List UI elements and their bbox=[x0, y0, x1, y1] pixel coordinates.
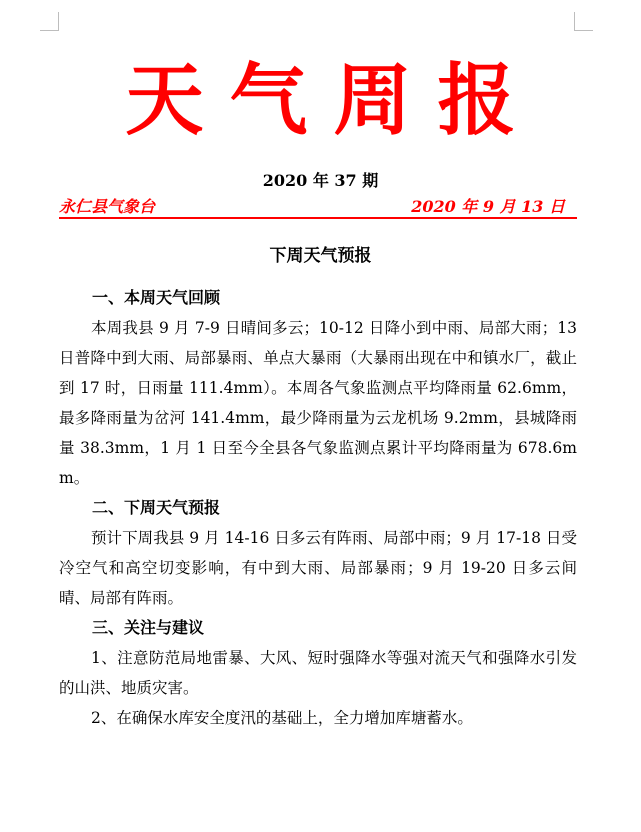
publish-date: 2020 年 9 月 13 日 bbox=[411, 197, 565, 216]
section-paragraph: 预计下周我县 9 月 14-16 日多云有阵雨、局部中雨；9 月 17-18 日受冷空气和高空切变影响，有中到大雨、局部暴雨；9 月 19-20 日多云间晴、局部有阵雨。 bbox=[59, 529, 577, 607]
red-divider bbox=[59, 217, 577, 219]
section-heading-review: 一、本周天气回顾 bbox=[92, 288, 221, 307]
section-paragraph: 1、注意防范局地雷暴、大风、短时强降水等强对流天气和强降水引发的山洪、地质灾害。 bbox=[59, 649, 577, 697]
masthead-title: 天气周报 bbox=[125, 55, 542, 146]
page-corner-mark-top-right bbox=[574, 12, 593, 31]
section-heading-forecast: 二、下周天气预报 bbox=[92, 498, 221, 517]
publisher-line bbox=[59, 196, 573, 218]
document-title: 下周天气预报 bbox=[269, 246, 372, 266]
section-heading-advice: 三、关注与建议 bbox=[92, 618, 205, 637]
publisher-name: 永仁县气象台 bbox=[59, 197, 156, 216]
section-paragraph: 2、在确保水库安全度汛的基础上，全力增加库塘蓄水。 bbox=[91, 709, 473, 727]
issue-number: 2020 年 37 期 bbox=[262, 171, 379, 190]
page-corner-mark-top-left bbox=[40, 12, 59, 31]
section-paragraph: 本周我县 9 月 7-9 日晴间多云；10-12 日降小到中雨、局部大雨；13 日普降中到大雨、局部暴雨、单点大暴雨（大暴雨出现在中和镇水厂，截止到 17 时，日雨量 111.4mm）。本周各气象监测点平均降雨量 62.6mm，最多降雨量为岔河 141.4mm，最少降雨量为云龙机场 9.2mm，县城降雨量 38.3mm，1 月 1 日至今全县各气象监测点累计平均降雨量为 678.6mm。 bbox=[59, 319, 577, 487]
document-body bbox=[59, 283, 577, 733]
